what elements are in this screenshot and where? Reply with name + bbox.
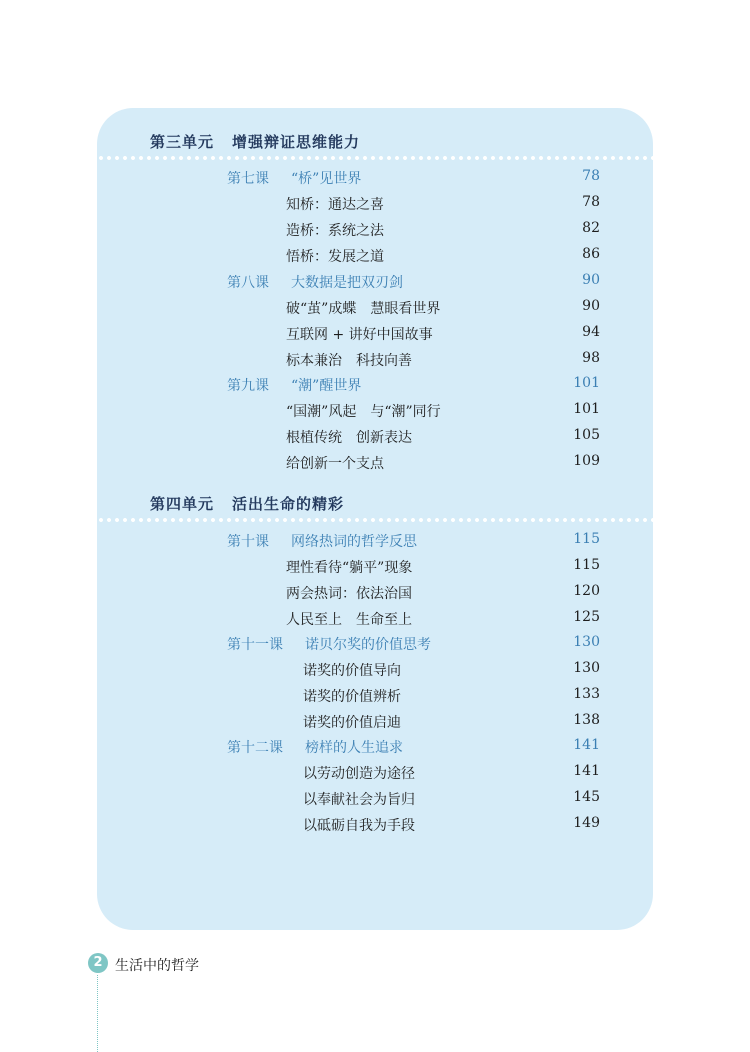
lesson-title: 诺贝尔奖的价值思考 xyxy=(305,637,431,653)
lesson-number: 第十一课 xyxy=(227,637,283,653)
lesson-number: 第八课 xyxy=(227,275,269,291)
page-number: 130 xyxy=(573,634,600,650)
page-number: 115 xyxy=(573,531,600,547)
dotted-divider xyxy=(97,518,653,522)
toc-entry[interactable] xyxy=(0,298,750,320)
entry-title: 两会热词：依法治国 xyxy=(286,586,412,602)
book-title: 生活中的哲学 xyxy=(115,958,199,974)
toc-lesson-entry[interactable] xyxy=(0,168,750,190)
page-number: 109 xyxy=(573,453,600,469)
lesson-title: “潮”醒世界 xyxy=(291,378,362,394)
page-number-badge: 2 xyxy=(88,953,108,973)
footer-divider xyxy=(97,975,99,1052)
entry-title: 标本兼治 科技向善 xyxy=(286,353,412,369)
entry-title: 悟桥：发展之道 xyxy=(286,249,384,265)
toc-entry[interactable] xyxy=(0,401,750,423)
toc-entry[interactable] xyxy=(0,350,750,372)
page-number: 78 xyxy=(582,194,600,210)
toc-lesson-entry[interactable] xyxy=(0,375,750,397)
entry-label xyxy=(286,220,384,240)
page-number: 138 xyxy=(573,712,600,728)
page-number: 78 xyxy=(582,168,600,184)
page-number: 120 xyxy=(573,583,600,599)
entry-label xyxy=(303,763,415,783)
entry-title: 理性看待“躺平”现象 xyxy=(286,560,413,576)
toc-entry[interactable] xyxy=(0,557,750,579)
entry-label xyxy=(303,789,415,809)
toc-lesson-entry[interactable] xyxy=(0,634,750,656)
toc-entry[interactable] xyxy=(0,324,750,346)
entry-label xyxy=(303,815,415,835)
entry-title: 诺奖的价值启迪 xyxy=(303,715,401,731)
entry-title: 诺奖的价值辨析 xyxy=(303,689,401,705)
entry-label xyxy=(227,531,417,551)
page-number: 133 xyxy=(573,686,600,702)
entry-title: 互联网 + 讲好中国故事 xyxy=(286,327,433,343)
entry-label xyxy=(303,686,401,706)
unit-heading xyxy=(150,131,360,152)
page-number: 82 xyxy=(582,220,600,236)
toc-lesson-entry[interactable] xyxy=(0,531,750,553)
entry-title: 给创新一个支点 xyxy=(286,456,384,472)
entry-title: 以砥砺自我为手段 xyxy=(303,818,415,834)
page-number: 98 xyxy=(582,350,600,366)
entry-label xyxy=(303,660,401,680)
page-number: 101 xyxy=(573,401,600,417)
toc-entry[interactable] xyxy=(0,194,750,216)
page-number: 130 xyxy=(573,660,600,676)
toc-lesson-entry[interactable] xyxy=(0,737,750,759)
toc-entry[interactable] xyxy=(0,660,750,682)
page-number: 101 xyxy=(573,375,600,391)
lesson-number: 第七课 xyxy=(227,171,269,187)
unit-title: 增强辩证思维能力 xyxy=(232,133,361,151)
lesson-number: 第十课 xyxy=(227,534,269,550)
page-number: 90 xyxy=(582,272,600,288)
entry-label xyxy=(227,634,431,654)
entry-title: 诺奖的价值导向 xyxy=(303,663,401,679)
entry-title: 以劳动创造为途径 xyxy=(303,766,415,782)
toc-entry[interactable] xyxy=(0,763,750,785)
entry-label xyxy=(286,453,384,473)
page-number: 149 xyxy=(573,815,600,831)
page-number: 145 xyxy=(573,789,600,805)
toc-entry[interactable] xyxy=(0,815,750,837)
entry-title: 根植传统 创新表达 xyxy=(286,430,412,446)
toc-entry[interactable] xyxy=(0,789,750,811)
page-number: 86 xyxy=(582,246,600,262)
lesson-title: 榜样的人生追求 xyxy=(305,740,403,756)
entry-label xyxy=(286,350,412,370)
entry-label xyxy=(286,557,412,577)
toc-entry[interactable] xyxy=(0,427,750,449)
entry-title: 知桥：通达之喜 xyxy=(286,197,384,213)
lesson-title: 大数据是把双刃剑 xyxy=(291,275,403,291)
entry-label xyxy=(227,168,361,188)
lesson-number: 第十二课 xyxy=(227,740,283,756)
page-number: 141 xyxy=(573,763,600,779)
lesson-number: 第九课 xyxy=(227,378,269,394)
entry-title: 人民至上 生命至上 xyxy=(286,612,412,628)
page-number: 115 xyxy=(573,557,600,573)
page-number: 105 xyxy=(573,427,600,443)
unit-number: 第三单元 xyxy=(150,133,215,151)
toc-entry[interactable] xyxy=(0,220,750,242)
page-number: 90 xyxy=(582,298,600,314)
unit-title: 活出生命的精彩 xyxy=(232,495,345,513)
entry-label xyxy=(286,427,412,447)
entry-label xyxy=(286,609,412,629)
entry-label xyxy=(286,246,384,266)
entry-title: 以奉献社会为旨归 xyxy=(303,792,415,808)
entry-label xyxy=(227,272,403,292)
lesson-title: “桥”见世界 xyxy=(291,171,362,187)
entry-label xyxy=(286,194,384,214)
toc-entry[interactable] xyxy=(0,609,750,631)
entry-label xyxy=(286,298,440,318)
entry-label xyxy=(227,375,361,395)
lesson-title: 网络热词的哲学反思 xyxy=(291,534,417,550)
entry-title: “国潮”风起 与“潮”同行 xyxy=(286,404,441,420)
unit-number: 第四单元 xyxy=(150,495,215,513)
toc-entry[interactable] xyxy=(0,583,750,605)
entry-label xyxy=(227,737,403,757)
entry-title: 破“茧”成蝶 慧眼看世界 xyxy=(286,301,441,317)
page-number: 125 xyxy=(573,609,600,625)
entry-label xyxy=(303,712,401,732)
toc-entry[interactable] xyxy=(0,246,750,268)
page-number: 94 xyxy=(582,324,600,340)
page-number: 141 xyxy=(573,737,600,753)
unit-heading xyxy=(150,493,344,514)
entry-label xyxy=(286,401,441,421)
toc-lesson-entry[interactable] xyxy=(0,272,750,294)
entry-label xyxy=(286,324,433,344)
toc-entry[interactable] xyxy=(0,686,750,708)
dotted-divider xyxy=(97,156,653,160)
entry-title: 造桥：系统之法 xyxy=(286,223,384,239)
entry-label xyxy=(286,583,412,603)
toc-entry[interactable] xyxy=(0,453,750,475)
toc-entry[interactable] xyxy=(0,712,750,734)
